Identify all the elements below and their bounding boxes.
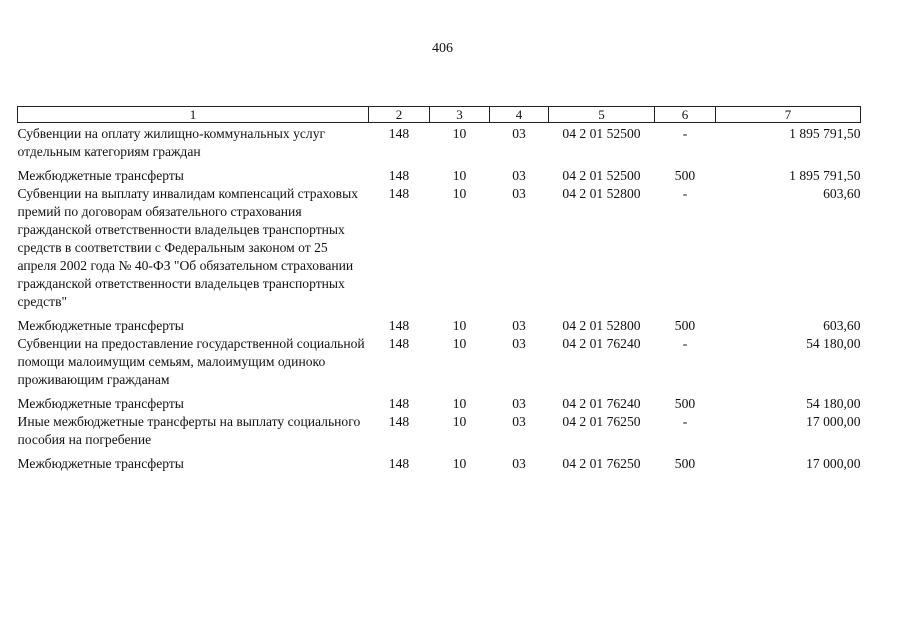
row-col-5: 04 2 01 76240 — [562, 336, 641, 351]
table-row — [18, 185, 861, 311]
row-amount: 1 895 791,50 — [789, 168, 861, 183]
row-col-4: 03 — [512, 414, 526, 429]
row-name: Межбюджетные трансферты — [17, 318, 184, 333]
row-amount: 17 000,00 — [806, 456, 861, 471]
row-col-3: 10 — [452, 336, 467, 351]
row-col-4: 03 — [512, 168, 526, 183]
row-name: Межбюджетные трансферты — [17, 396, 184, 411]
row-col-6: - — [682, 414, 688, 429]
header-col-3: 3 — [430, 107, 490, 123]
table-row — [18, 389, 861, 413]
row-col-6: 500 — [674, 318, 696, 333]
row-col-3: 10 — [452, 456, 467, 471]
row-col-4: 03 — [512, 396, 526, 411]
row-col-2: 148 — [388, 336, 410, 351]
row-col-2: 148 — [388, 456, 410, 471]
row-col-3: 10 — [452, 318, 467, 333]
row-col-2: 148 — [388, 126, 410, 141]
row-amount: 603,60 — [823, 186, 861, 201]
row-col-6: 500 — [674, 396, 696, 411]
row-col-3: 10 — [452, 168, 467, 183]
row-col-5: 04 2 01 76240 — [562, 396, 641, 411]
header-col-4: 4 — [490, 107, 549, 123]
table-header-row — [18, 107, 861, 123]
row-col-2: 148 — [388, 186, 410, 201]
row-col-4: 03 — [512, 318, 526, 333]
row-amount: 54 180,00 — [806, 336, 861, 351]
row-col-3: 10 — [452, 414, 467, 429]
row-amount: 17 000,00 — [806, 414, 861, 429]
row-col-6: - — [682, 336, 688, 351]
table-row — [18, 123, 861, 162]
row-col-4: 03 — [512, 126, 526, 141]
row-col-5: 04 2 01 52800 — [562, 318, 641, 333]
row-col-6: - — [682, 186, 688, 201]
table-row — [18, 161, 861, 185]
row-col-2: 148 — [388, 168, 410, 183]
row-col-3: 10 — [452, 126, 467, 141]
row-name: Субвенции на выплату инвалидам компенсаций страховых премий по договорам обязательного страхования гражданской ответственности владельцев транспортных средств в соответствии с Федеральным законом от 25 апреля 2002 года № 40-ФЗ "Об обязательном страховании гражданской ответственности владельцев транспортных средств" — [17, 186, 359, 309]
header-col-2: 2 — [369, 107, 430, 123]
row-name: Субвенции на оплату жилищно-коммунальных услуг отдельным категориям граждан — [17, 126, 326, 159]
row-col-5: 04 2 01 52800 — [562, 186, 641, 201]
row-name: Субвенции на предоставление государственной социальной помощи малоимущим семьям, малоимущим одиноко проживающим гражданам — [17, 336, 365, 387]
row-col-3: 10 — [452, 396, 467, 411]
row-col-2: 148 — [388, 414, 410, 429]
row-amount: 603,60 — [823, 318, 861, 333]
row-col-5: 04 2 01 76250 — [562, 456, 641, 471]
table-row — [18, 335, 861, 389]
row-amount: 54 180,00 — [806, 396, 861, 411]
header-col-6: 6 — [655, 107, 716, 123]
row-col-4: 03 — [512, 456, 526, 471]
row-col-5: 04 2 01 76250 — [562, 414, 641, 429]
row-col-6: - — [682, 126, 688, 141]
header-col-5: 5 — [549, 107, 655, 123]
table-row — [18, 311, 861, 335]
row-col-5: 04 2 01 52500 — [562, 126, 641, 141]
row-col-2: 148 — [388, 318, 410, 333]
row-name: Межбюджетные трансферты — [17, 456, 184, 471]
row-amount: 1 895 791,50 — [789, 126, 861, 141]
row-col-3: 10 — [452, 186, 467, 201]
row-col-5: 04 2 01 52500 — [562, 168, 641, 183]
row-col-4: 03 — [512, 186, 526, 201]
row-col-2: 148 — [388, 396, 410, 411]
page-number: 406 — [432, 41, 453, 56]
row-col-6: 500 — [674, 456, 696, 471]
row-name: Иные межбюджетные трансферты на выплату социального пособия на погребение — [17, 414, 361, 447]
header-col-7: 7 — [716, 107, 861, 123]
row-col-6: 500 — [674, 168, 696, 183]
header-col-1: 1 — [18, 107, 369, 123]
budget-table — [17, 106, 861, 473]
row-col-4: 03 — [512, 336, 526, 351]
table-row — [18, 413, 861, 449]
table-row — [18, 449, 861, 473]
row-name: Межбюджетные трансферты — [17, 168, 184, 183]
